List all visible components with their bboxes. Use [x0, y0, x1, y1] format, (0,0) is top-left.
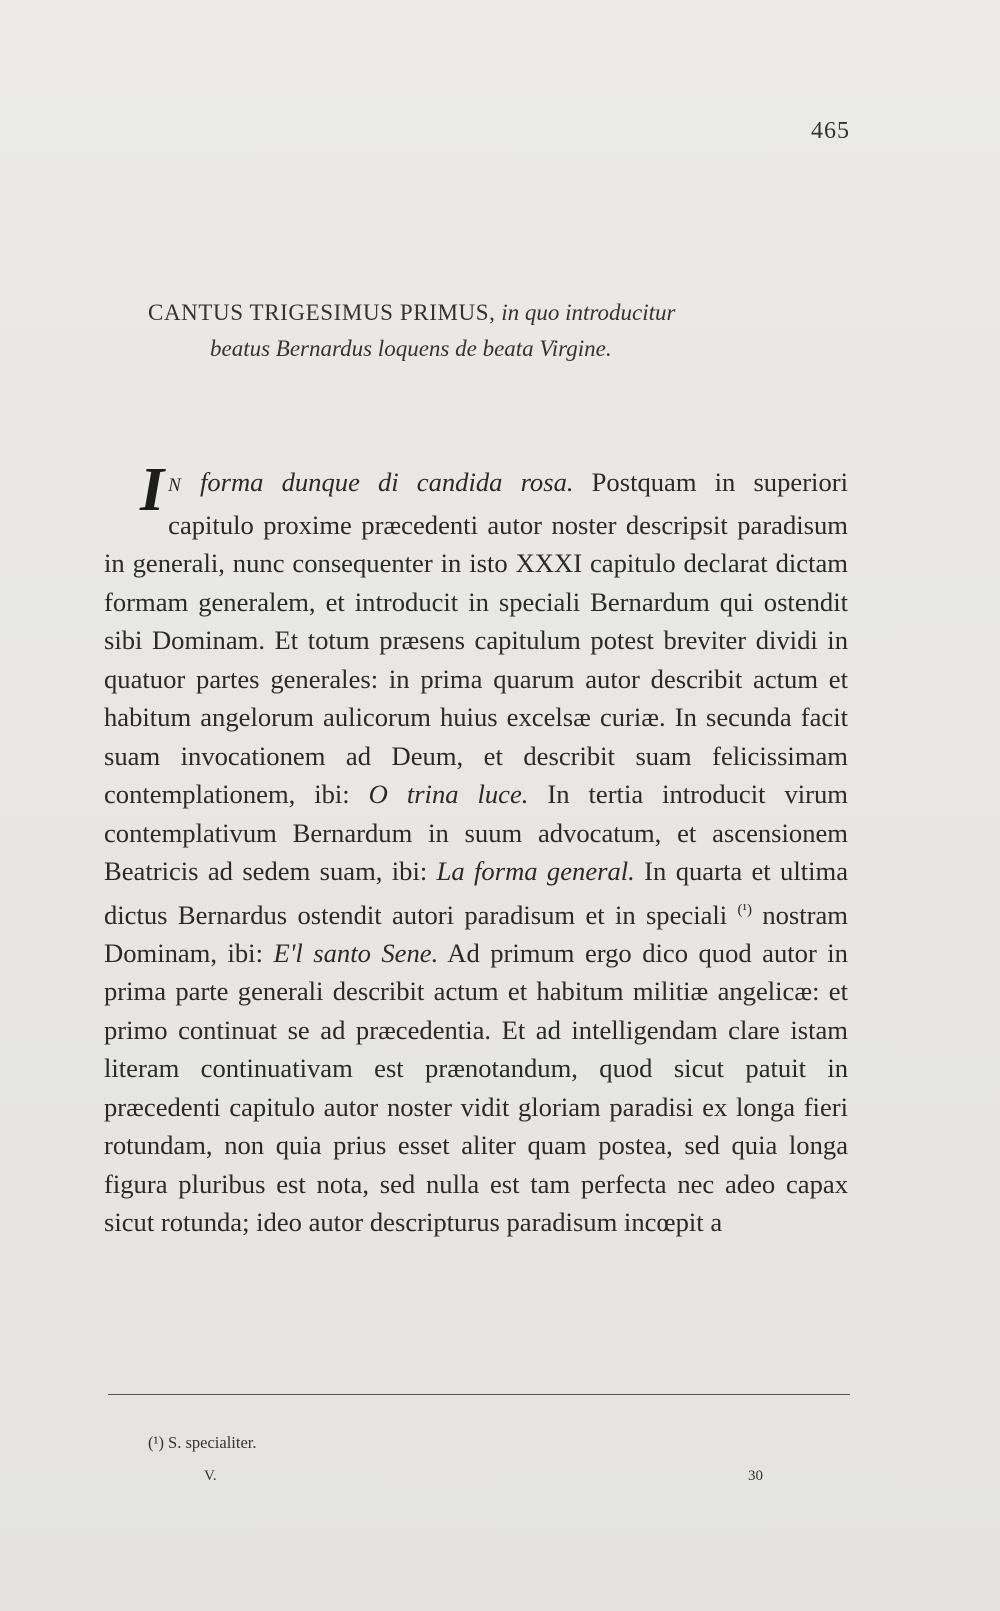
text-run-4: nostram Dominam, ibi: [104, 899, 848, 968]
signature-mark: V. [204, 1468, 217, 1484]
footnote: (¹) S. specialiter. [148, 1433, 257, 1452]
footnote-reference: (¹) [737, 901, 752, 918]
quote-la-forma-general: La forma general. [436, 856, 635, 886]
heading-caps: CANTUS TRIGESIMUS PRIMUS, [148, 300, 496, 325]
signature-number: 30 [748, 1468, 763, 1484]
text-run-2: In tertia introducit virum contemplativum Bernardum in suum advocatum, et ascensionem Beatricis ad sedem suam, ibi: [104, 779, 848, 886]
heading-italic-1: in quo introducitur [501, 300, 676, 325]
body-paragraph [104, 456, 848, 1242]
text-run-3: In quarta et ultima dictus Bernardus ostendit autori paradisum et in speciali [104, 856, 848, 930]
quote-incipit: forma dunque di candida rosa. [181, 467, 574, 497]
text-run-5: Ad primum ergo dico quod autor in prima parte generali describit actum et habitum militiæ angelicæ: et primo continuat se ad præcedentia. Et ad intelligendam clare istam literam continuativam est prænotandum, quod sicut patuit in præcedenti capitulo autor noster vidit gloriam paradisi ex longa fieri rotundam, non quia prius esset aliter quam postea, sed quia longa figura pluribus est nota, sed nulla est tam perfecta nec adeo capax sicut rotunda; ideo autor descripturus paradisum incœpit a [104, 937, 848, 1238]
text-run-1: Postquam in superiori capitulo proxime præcedenti autor noster descripsit paradisum in generali, nunc consequenter in isto XXXI capitulo declarat dictam formam generalem, et introducit in speciali Bernardum qui ostendit sibi Dominam. Et totum præsens capitulum potest breviter dividi in quatuor partes generales: in prima quarum autor describit actum et habitum angelorum aulicorum huius excelsæ curiæ. In secunda facit suam invocationem ad Deum, et describit suam felicissimam contemplationem, ibi: [104, 467, 848, 809]
drop-cap-rest: N [168, 475, 182, 496]
footnote-divider [108, 1394, 850, 1395]
quote-santo-sene: E'l santo Sene. [273, 937, 439, 968]
drop-cap: I [140, 456, 165, 524]
body-text [104, 456, 848, 1242]
chapter-heading [148, 295, 868, 367]
page-number: 465 [811, 118, 850, 144]
heading-italic-2: beatus Bernardus loquens de beata Virgine. [210, 336, 612, 361]
quote-o-trina-luce: O trina luce. [368, 779, 529, 809]
